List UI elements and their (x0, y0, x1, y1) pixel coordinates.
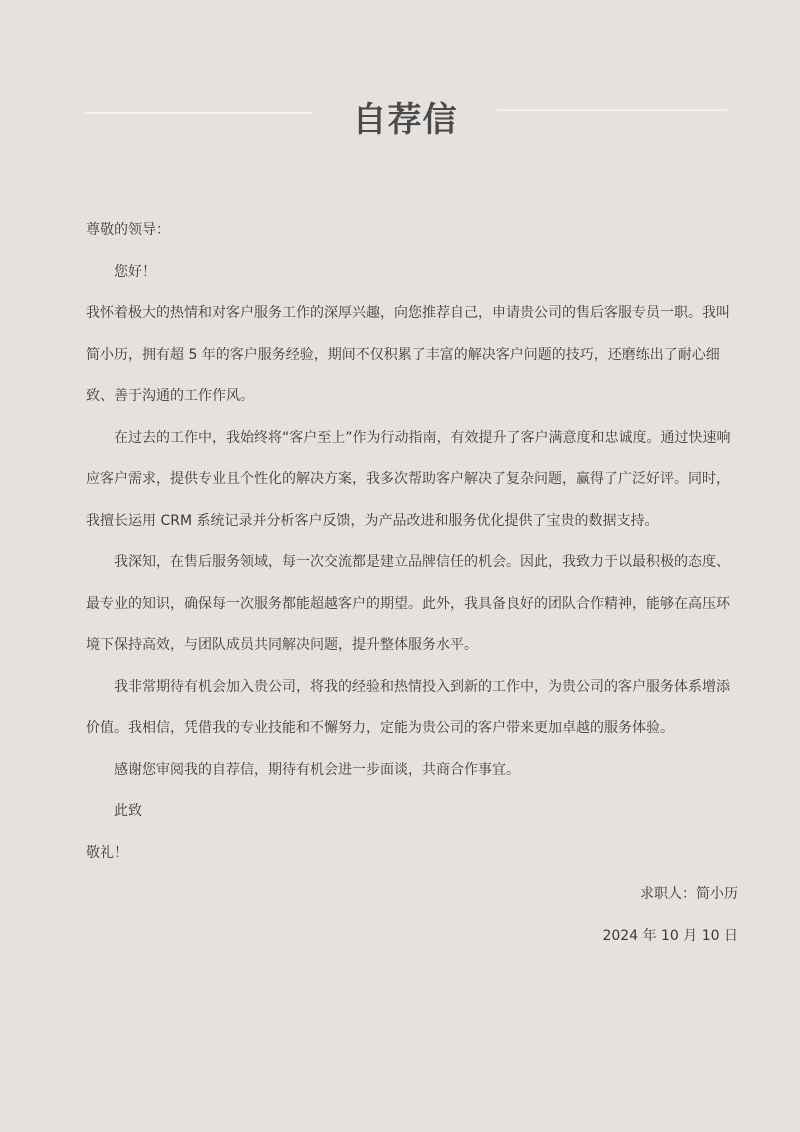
closing-ci-zhi: 此致 (114, 803, 142, 819)
paragraph-philosophy: 我深知，在售后服务领域，每一次交流都是建立品牌信任的机会。因此，我致力于以最积极的态度、最专业的知识，确保每一次服务都能超越客户的期望。此外，我具备良好的团队合作精神，能够在高压环境下保持高效，与团队成员共同解决问题，提升整体服务水平。 (86, 554, 730, 653)
title-divider-right (497, 109, 727, 111)
paragraph-aspiration: 我非常期待有机会加入贵公司，将我的经验和热情投入到新的工作中，为贵公司的客户服务体系增添价值。我相信，凭借我的专业技能和不懈努力，定能为贵公司的客户带来更加卓越的服务体验。 (86, 678, 730, 736)
date: 2024 年 10 月 10 日 (602, 927, 738, 944)
paragraph-experience: 在过去的工作中，我始终将“客户至上”作为行动指南，有效提升了客户满意度和忠诚度。通过快速响应客户需求，提供专业且个性化的解决方案，我多次帮助客户解决了复杂问题，赢得了广泛好评。同时，我擅长运用 CRM 系统记录并分析客户反馈，为产品改进和服务优化提供了宝贵的数据支持。 (86, 429, 731, 529)
signature: 求职人：简小历 (640, 886, 738, 902)
salutation: 尊敬的领导： (86, 222, 170, 238)
title-row (0, 88, 800, 138)
greeting: 您好！ (114, 263, 156, 280)
closing-jing-li: 敬礼！ (86, 844, 128, 861)
letter-body (86, 210, 740, 957)
page-title: 自荐信 (352, 100, 458, 140)
paragraph-thanks: 感谢您审阅我的自荐信，期待有机会进一步面谈，共商合作事宜。 (114, 761, 520, 778)
paragraph-intro: 我怀着极大的热情和对客户服务工作的深厚兴趣，向您推荐自己，申请贵公司的售后客服专员一职。我叫简小历，拥有超 5 年的客户服务经验，期间不仅积累了丰富的解决客户问题的技巧，还磨练出了耐心细致、善于沟通的工作作风。 (86, 305, 730, 404)
